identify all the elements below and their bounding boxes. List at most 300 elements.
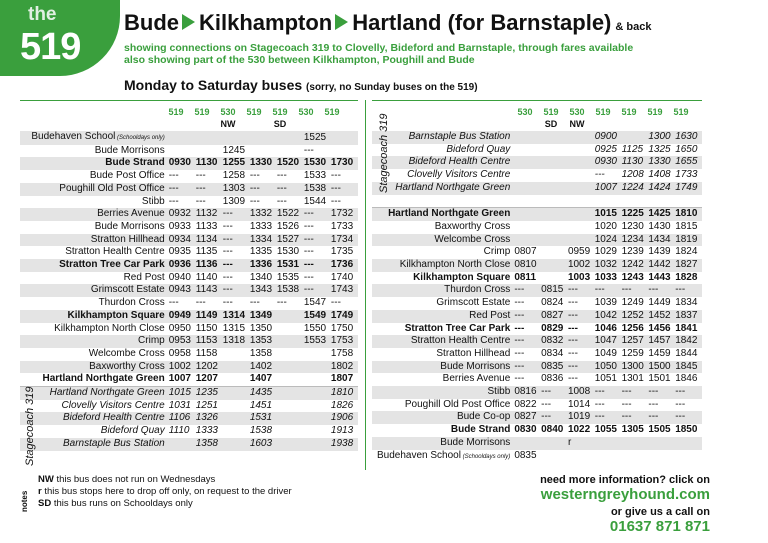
time-cell <box>514 437 541 450</box>
time-cell: 1258 <box>222 170 246 182</box>
stop-name: Budehaven School (Schooldays only) <box>20 131 169 145</box>
time-cell: 1334 <box>250 234 277 247</box>
time-cell <box>568 144 595 157</box>
time-cell <box>514 234 541 247</box>
stop-name: Grimscott Estate <box>436 297 511 309</box>
time-cell: 1314 <box>223 310 250 323</box>
stop-name: Bideford Quay <box>446 143 511 155</box>
time-cell: 1826 <box>330 399 354 411</box>
time-cell <box>277 323 304 336</box>
table-row <box>20 438 358 451</box>
time-cell: 0933 <box>168 220 191 232</box>
connections-line-2: also showing part of the 530 between Kilkhampton, Poughill and Bude <box>124 54 475 66</box>
table-row <box>20 145 358 158</box>
time-cell: --- <box>514 322 525 334</box>
time-cell <box>223 387 250 400</box>
time-cell: 1531 <box>250 412 277 425</box>
website-link[interactable]: westerngreyhound.com <box>540 486 710 503</box>
table-row <box>372 156 702 169</box>
time-cell <box>223 361 250 374</box>
right-timetable <box>372 131 702 463</box>
left-route-subheader-4: SD <box>273 119 287 129</box>
stop-name: Bude Morrisons <box>372 361 514 374</box>
time-cell: 1733 <box>675 169 698 181</box>
time-cell: --- <box>276 170 287 182</box>
time-cell: 1134 <box>196 234 223 247</box>
time-cell <box>304 348 331 361</box>
time-cell: 1336 <box>250 259 277 272</box>
stop-name: Stratton Hillhead <box>20 234 169 247</box>
stop-name: Stratton Hillhead <box>436 347 511 359</box>
time-cell: 1531 <box>277 259 304 272</box>
time-cell <box>514 221 541 234</box>
left-timetable <box>20 131 358 451</box>
days-note: (sorry, no Sunday buses on the 519) <box>306 82 478 93</box>
time-cell: --- <box>622 411 649 424</box>
table-row <box>20 348 358 361</box>
route-via: Kilkhampton <box>199 10 333 35</box>
time-cell: 1106 <box>169 412 196 425</box>
time-cell: 1802 <box>331 361 358 374</box>
right-route-header-5: 519 <box>647 107 663 117</box>
time-cell: 1208 <box>621 169 644 181</box>
time-cell <box>541 182 568 195</box>
time-cell: 0836 <box>541 373 564 385</box>
table-row <box>20 170 358 183</box>
time-cell: 0829 <box>541 322 564 334</box>
stop-name: Grimscott Estate <box>20 284 169 297</box>
time-cell <box>595 437 622 450</box>
time-cell: 1749 <box>331 310 358 323</box>
time-cell: --- <box>303 144 314 156</box>
time-cell <box>196 145 223 158</box>
time-cell: 1046 <box>594 322 617 334</box>
time-cell: 1810 <box>675 208 702 221</box>
time-cell <box>277 400 304 413</box>
time-cell <box>223 438 250 451</box>
stop-name: Barnstaple Bus Station <box>20 438 169 451</box>
time-cell <box>277 131 304 145</box>
time-cell <box>568 221 595 234</box>
stop-name: Bude Morrisons <box>372 437 514 450</box>
time-cell: 1527 <box>277 234 304 247</box>
stop-name: Hartland Northgate Green <box>372 182 514 195</box>
time-cell: 1457 <box>648 335 675 348</box>
time-cell: --- <box>223 259 250 272</box>
route-to: Hartland (for Barnstaple) <box>352 10 612 35</box>
time-cell <box>541 234 568 247</box>
time-cell <box>541 259 568 272</box>
time-cell <box>304 373 331 386</box>
time-cell <box>169 145 196 158</box>
time-cell: 0835 <box>514 450 537 462</box>
time-cell: --- <box>195 297 206 309</box>
table-row <box>372 437 702 450</box>
time-cell <box>304 438 331 451</box>
time-cell: 0943 <box>169 284 196 297</box>
time-cell: 1318 <box>223 335 250 348</box>
time-cell: 1301 <box>621 373 644 385</box>
time-cell <box>514 156 541 169</box>
time-cell: 1130 <box>196 157 223 170</box>
time-cell: 1014 <box>567 398 591 410</box>
stop-name: Stratton Health Centre <box>372 335 514 348</box>
time-cell: 1743 <box>331 284 358 297</box>
time-cell: 0936 <box>169 259 196 272</box>
time-cell: 1407 <box>249 373 273 385</box>
time-cell <box>514 182 541 195</box>
time-cell: 1350 <box>249 322 273 334</box>
time-cell: --- <box>648 386 675 399</box>
time-cell: --- <box>648 284 675 297</box>
time-cell: 1938 <box>331 438 358 451</box>
left-route-header-6: 519 <box>324 107 340 117</box>
stop-name: Kilkhampton Square <box>20 310 169 323</box>
time-cell: 1442 <box>648 259 675 272</box>
time-cell: --- <box>222 246 233 258</box>
time-cell <box>648 437 675 450</box>
right-table-rule <box>372 100 702 101</box>
time-cell: --- <box>169 183 196 196</box>
stop-name: Bude Strand <box>450 424 511 436</box>
note-item <box>38 486 292 498</box>
stop-name: Welcombe Cross <box>88 347 165 359</box>
left-table-rule <box>20 100 358 101</box>
time-cell: 1810 <box>331 387 358 400</box>
table-row <box>372 348 702 361</box>
table-row <box>20 387 358 400</box>
time-cell: --- <box>541 386 568 399</box>
time-cell: 1153 <box>196 335 223 348</box>
time-cell: 1819 <box>675 234 702 247</box>
time-cell <box>541 221 568 234</box>
table-row <box>372 450 702 464</box>
time-cell: 1749 <box>675 182 702 195</box>
time-cell: --- <box>541 411 568 424</box>
days-heading <box>124 77 478 93</box>
stop-name: Bude Morrisons <box>94 220 165 232</box>
stop-name: Berries Avenue <box>442 373 511 385</box>
stop-name: Clovelly Visitors Centre <box>407 169 511 181</box>
time-cell: 1033 <box>594 271 617 283</box>
time-cell <box>541 144 568 157</box>
time-cell: 1753 <box>331 335 358 348</box>
time-cell <box>675 437 702 450</box>
table-row <box>20 297 358 310</box>
left-route-header-4: 519 <box>272 107 288 117</box>
time-cell <box>196 131 223 145</box>
time-cell <box>568 208 595 221</box>
time-cell: 1750 <box>330 322 354 334</box>
stop-name: Bude Co-op <box>372 411 514 424</box>
time-cell: --- <box>330 297 341 309</box>
time-cell <box>277 425 304 438</box>
time-cell: 1525 <box>304 131 331 145</box>
stop-name <box>372 195 514 208</box>
time-cell: 1024 <box>595 234 622 247</box>
time-cell: --- <box>675 411 702 424</box>
notes-label: notes <box>20 490 29 512</box>
stop-name: Bideford Quay <box>100 425 165 437</box>
time-cell: 1055 <box>594 424 617 436</box>
time-cell <box>568 131 595 144</box>
time-cell: 1300 <box>648 131 675 144</box>
time-cell: 1841 <box>675 322 698 334</box>
time-cell <box>622 131 649 144</box>
table-row <box>372 361 702 374</box>
time-cell <box>568 195 595 208</box>
time-cell: 1456 <box>648 322 671 334</box>
stop-name: Stratton Tree Car Park <box>20 259 169 272</box>
table-row <box>372 144 702 157</box>
time-cell: 1425 <box>648 208 675 221</box>
time-cell: 1343 <box>250 284 277 297</box>
time-cell: --- <box>568 284 595 297</box>
time-cell: 1305 <box>621 424 644 436</box>
table-row <box>20 157 358 170</box>
time-cell <box>514 144 541 157</box>
time-cell: 1435 <box>250 387 277 400</box>
time-cell: --- <box>622 284 649 297</box>
time-cell: 1230 <box>621 220 644 232</box>
stop-name: Baxworthy Cross <box>434 220 511 232</box>
time-cell: 1202 <box>196 361 223 374</box>
stop-name: Bude Post Office <box>89 170 165 182</box>
time-cell: 0900 <box>595 131 622 144</box>
time-cell: 1326 <box>196 412 223 425</box>
time-cell: 1225 <box>622 208 649 221</box>
time-cell: 1459 <box>648 347 671 359</box>
time-cell: 1353 <box>250 335 277 348</box>
time-cell: 1845 <box>675 361 702 374</box>
time-cell: 1132 <box>196 208 223 221</box>
table-row <box>372 373 702 386</box>
time-cell: 1340 <box>249 271 273 283</box>
time-cell: 1008 <box>568 386 595 399</box>
time-cell: 1224 <box>622 182 649 195</box>
right-route-header-1: 519 <box>543 107 559 117</box>
time-cell <box>223 348 250 361</box>
time-cell: 1730 <box>331 157 358 170</box>
time-cell: 0835 <box>541 361 568 374</box>
time-cell <box>541 272 568 285</box>
right-column-subheaders <box>512 119 694 129</box>
table-row <box>372 259 702 272</box>
time-cell: 1520 <box>277 157 304 170</box>
time-cell: 1332 <box>250 208 277 221</box>
time-cell <box>675 195 702 208</box>
table-row <box>372 246 702 259</box>
time-cell <box>304 387 331 400</box>
time-cell: 1330 <box>250 157 277 170</box>
table-row <box>372 297 702 310</box>
time-cell: 1846 <box>675 373 698 385</box>
time-cell <box>304 425 331 438</box>
time-cell: 1150 <box>195 322 218 334</box>
time-cell: 1007 <box>595 182 622 195</box>
left-route-subheader-2: NW <box>220 119 236 129</box>
time-cell: 1300 <box>622 361 649 374</box>
time-cell <box>277 438 304 451</box>
stop-name: Kilkhampton North Close <box>54 322 165 334</box>
time-cell: 1239 <box>621 246 644 258</box>
time-cell <box>622 450 649 464</box>
time-cell: --- <box>514 373 525 385</box>
time-cell: 1449 <box>648 297 671 309</box>
time-cell: 0959 <box>567 246 591 258</box>
time-cell: 1451 <box>249 399 273 411</box>
time-cell: 1740 <box>330 271 354 283</box>
table-row <box>20 208 358 221</box>
note-key: NW <box>38 474 57 485</box>
time-cell: --- <box>330 170 341 182</box>
stop-name: Kilkhampton Square <box>413 271 511 283</box>
connections-line-1: showing connections on Stagecoach 319 to Clovelly, Bideford and Barnstaple, through fares available <box>124 42 634 54</box>
time-cell: 1844 <box>675 347 698 359</box>
time-cell: --- <box>567 347 578 359</box>
table-row <box>20 272 358 285</box>
right-route-header-0: 530 <box>517 107 533 117</box>
time-cell <box>568 182 595 195</box>
table-row <box>20 425 358 438</box>
time-cell <box>541 169 568 182</box>
time-cell: 1249 <box>621 297 644 309</box>
time-cell: --- <box>648 411 675 424</box>
time-cell <box>304 400 331 413</box>
stop-name: Stibb <box>372 386 514 399</box>
time-cell: --- <box>514 310 541 323</box>
time-cell: 1522 <box>277 208 304 221</box>
time-cell: 1538 <box>277 284 304 297</box>
time-cell: --- <box>250 183 277 196</box>
connections-info <box>124 42 633 66</box>
time-cell: 1443 <box>648 271 671 283</box>
time-cell: 1430 <box>648 220 671 232</box>
time-cell: --- <box>304 259 331 272</box>
time-cell <box>277 361 304 374</box>
time-cell <box>622 195 649 208</box>
phone-number[interactable]: 01637 871 871 <box>609 518 710 535</box>
time-cell: --- <box>541 398 552 410</box>
time-cell: 1807 <box>330 373 354 385</box>
stop-name: Welcombe Cross <box>372 234 514 247</box>
stop-name: Bude Morrisons <box>94 144 165 156</box>
time-cell <box>514 131 541 144</box>
time-cell: 1530 <box>304 157 331 170</box>
time-cell: 1333 <box>249 220 273 232</box>
notes-list <box>38 474 292 510</box>
left-column-headers <box>163 107 345 117</box>
time-cell <box>169 438 196 451</box>
table-row <box>20 131 358 145</box>
time-cell <box>277 335 304 348</box>
table-row <box>372 208 702 221</box>
stop-name: Budehaven School (Schooldays only) <box>376 449 511 461</box>
time-cell: 1015 <box>169 387 196 400</box>
stop-name: Stratton Tree Car Park <box>404 322 511 334</box>
time-cell: 1842 <box>675 335 702 348</box>
table-row <box>372 272 702 285</box>
left-route-header-0: 519 <box>168 107 184 117</box>
time-cell: 1828 <box>675 271 698 283</box>
time-cell: 0830 <box>514 424 537 436</box>
time-cell <box>223 373 250 386</box>
time-cell: 1408 <box>648 169 671 181</box>
time-cell: --- <box>223 284 250 297</box>
time-cell: --- <box>514 361 541 374</box>
stop-name: Red Post <box>123 271 165 283</box>
time-cell: 1603 <box>250 438 277 451</box>
time-cell: 1402 <box>250 361 277 374</box>
badge-the: the <box>28 4 57 25</box>
arrow-right-icon <box>335 14 348 30</box>
note-text: this bus stops here to drop off only, on request to the driver <box>44 486 292 497</box>
stop-note: (Schooldays only) <box>115 135 165 141</box>
table-row <box>372 310 702 323</box>
table-row <box>372 195 702 208</box>
time-cell <box>331 131 358 145</box>
time-cell <box>304 412 331 425</box>
time-cell <box>595 195 622 208</box>
table-row <box>20 246 358 259</box>
time-cell: 1007 <box>168 373 191 385</box>
time-cell <box>541 195 568 208</box>
table-row <box>372 323 702 336</box>
stop-name: Poughill Old Post Office <box>20 183 169 196</box>
time-cell: --- <box>276 195 287 207</box>
time-cell: 1815 <box>675 220 698 232</box>
time-cell: --- <box>567 297 578 309</box>
time-cell: 1234 <box>622 234 649 247</box>
note-item <box>38 498 292 510</box>
table-row <box>372 234 702 247</box>
time-cell: --- <box>568 361 595 374</box>
time-cell <box>250 145 277 158</box>
time-cell: 1259 <box>621 347 644 359</box>
left-route-header-5: 530 <box>298 107 314 117</box>
time-cell: 1906 <box>331 412 358 425</box>
stop-name: Hartland Northgate Green <box>372 208 514 221</box>
time-cell: --- <box>568 335 595 348</box>
right-route-header-3: 519 <box>595 107 611 117</box>
time-cell: 0935 <box>168 246 191 258</box>
time-cell: --- <box>249 195 260 207</box>
time-cell: 1002 <box>568 259 595 272</box>
time-cell: 1547 <box>303 297 327 309</box>
time-cell: 1042 <box>595 310 622 323</box>
time-cell: 0840 <box>541 424 564 436</box>
time-cell: 1824 <box>675 246 698 258</box>
time-cell <box>568 234 595 247</box>
table-row <box>372 169 702 182</box>
time-cell: 1020 <box>594 220 617 232</box>
route-back: & back <box>615 21 652 33</box>
days-main: Monday to Saturday buses <box>124 77 303 93</box>
time-cell: --- <box>303 271 314 283</box>
time-cell: 1550 <box>303 322 327 334</box>
time-cell: 1549 <box>304 310 331 323</box>
time-cell: 1158 <box>195 347 218 359</box>
left-column-subheaders <box>163 119 345 129</box>
note-key: r <box>38 486 45 497</box>
time-cell: 1315 <box>222 322 246 334</box>
table-row <box>372 284 702 297</box>
time-cell: --- <box>675 398 686 410</box>
stop-name: Hartland Northgate Green <box>20 387 169 400</box>
time-cell: 0950 <box>168 322 191 334</box>
stop-name: Bideford Health Centre <box>372 156 514 169</box>
time-cell <box>568 156 595 169</box>
